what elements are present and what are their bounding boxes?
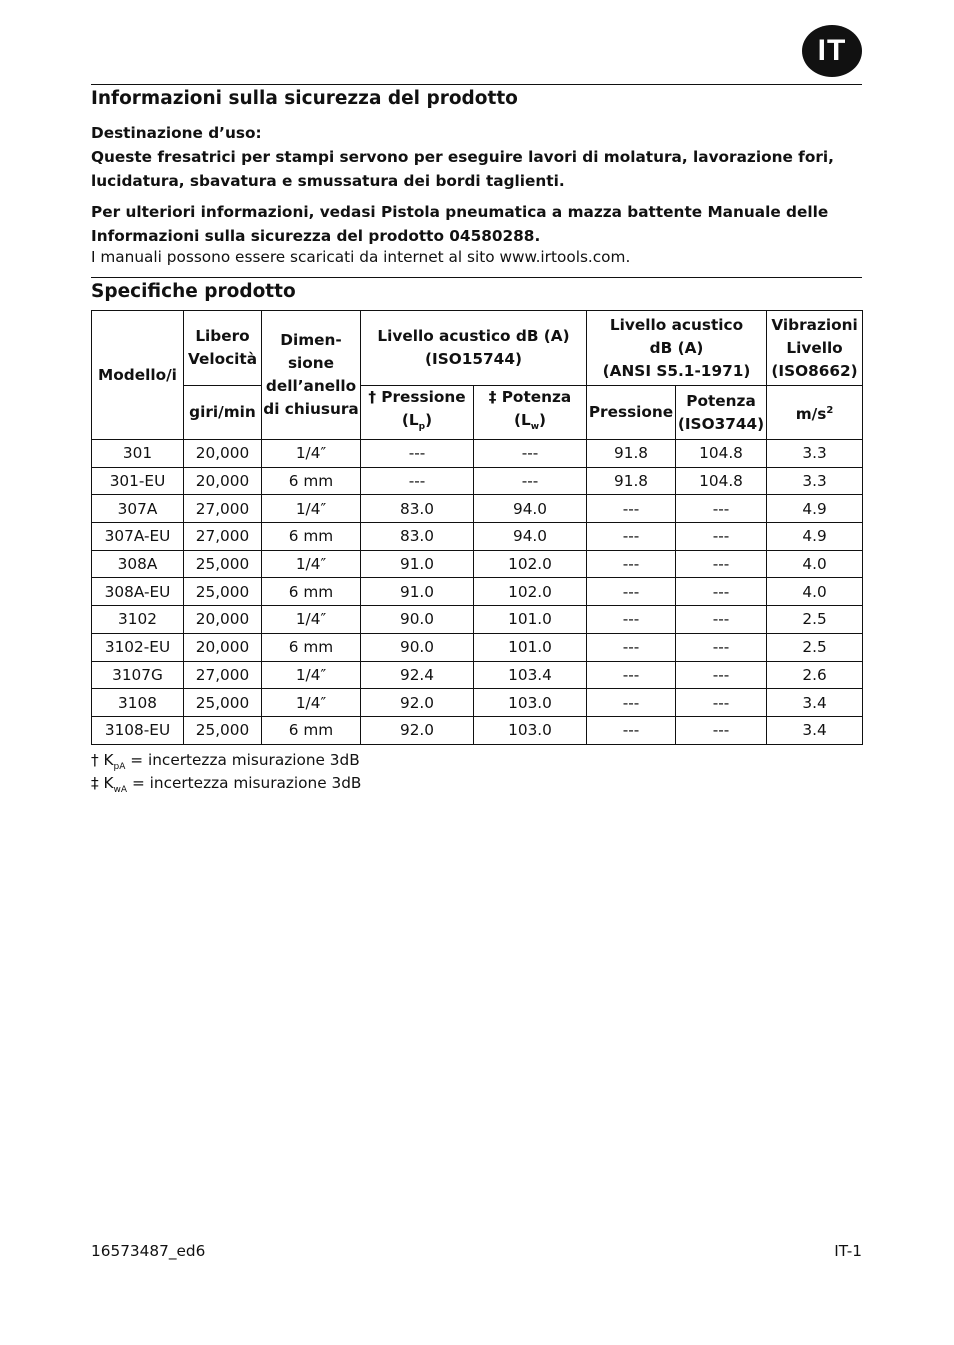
cell-free-speed: 20,000 (184, 467, 262, 495)
document-number: 16573487_ed6 (91, 1242, 206, 1260)
cell-ansi-power: --- (676, 633, 767, 661)
cell-collet-size: 1/4″ (262, 440, 361, 468)
header-sound-iso-line2: (ISO15744) (425, 350, 522, 368)
header-ansi-power-line2: (ISO3744) (677, 414, 765, 433)
cell-model: 3102-EU (92, 633, 184, 661)
specifications-table (91, 310, 863, 745)
cell-iso-pressure: 90.0 (361, 606, 474, 634)
header-free-speed (184, 311, 262, 386)
lw-close-paren: ) (539, 411, 547, 429)
cell-vibration: 2.6 (767, 661, 863, 689)
cell-iso-power: --- (474, 467, 587, 495)
section-divider (91, 277, 862, 278)
cell-free-speed: 25,000 (184, 689, 262, 717)
cell-vibration: 2.5 (767, 606, 863, 634)
cell-iso-pressure: 92.4 (361, 661, 474, 689)
cell-collet-size: 1/4″ (262, 661, 361, 689)
footnote-pressure (91, 751, 360, 772)
safety-section-title: Informazioni sulla sicurezza del prodotto (91, 88, 518, 109)
cell-free-speed: 20,000 (184, 633, 262, 661)
cell-ansi-pressure: --- (587, 716, 676, 744)
cell-ansi-pressure: --- (587, 689, 676, 717)
cell-iso-pressure: 91.0 (361, 550, 474, 578)
cell-collet-size: 6 mm (262, 716, 361, 744)
cell-collet-size: 1/4″ (262, 689, 361, 717)
header-ansi-power (676, 386, 767, 440)
cell-iso-power: 102.0 (474, 550, 587, 578)
cell-vibration: 4.0 (767, 550, 863, 578)
cell-free-speed: 20,000 (184, 606, 262, 634)
table-row (92, 606, 863, 634)
cell-iso-power: 103.4 (474, 661, 587, 689)
more-info-text: Per ulteriori informazioni, vedasi Pistola pneumatica a mazza battente Manuale delle Informazioni sulla sicurezza del prodotto 04580288. (91, 203, 829, 245)
header-model: Modello/i (92, 311, 184, 440)
cell-free-speed: 25,000 (184, 578, 262, 606)
cell-model: 3107G (92, 661, 184, 689)
cell-ansi-power: --- (676, 661, 767, 689)
lp-symbol: (L (401, 411, 419, 429)
cell-ansi-power: --- (676, 606, 767, 634)
language-badge: IT (802, 25, 862, 77)
cell-ansi-power: --- (676, 550, 767, 578)
cell-collet-size: 1/4″ (262, 606, 361, 634)
header-vibration-unit (767, 386, 863, 440)
cell-ansi-power: --- (676, 523, 767, 551)
cell-free-speed: 25,000 (184, 716, 262, 744)
cell-iso-power: 101.0 (474, 606, 587, 634)
page-number: IT-1 (834, 1242, 862, 1260)
footnote-pressure-prefix: † K (91, 751, 114, 769)
intended-use-label: Destinazione d’uso: (91, 124, 262, 142)
header-vibration-line2: Livello (786, 338, 843, 357)
header-ansi-power-line1: Potenza (686, 391, 756, 410)
header-iso-pressure-symbol (361, 409, 473, 439)
lp-subscript: p (418, 422, 426, 432)
header-iso-pressure (361, 386, 474, 440)
cell-vibration: 3.4 (767, 716, 863, 744)
table-row (92, 716, 863, 744)
cell-iso-pressure: 91.0 (361, 578, 474, 606)
header-iso-power-label: ‡ Potenza (488, 388, 572, 406)
cell-free-speed: 27,000 (184, 661, 262, 689)
cell-iso-pressure: 92.0 (361, 716, 474, 744)
cell-iso-power: 103.0 (474, 716, 587, 744)
footnote-pressure-text: = incertezza misurazione 3dB (125, 751, 360, 769)
header-free-speed-line2: Velocità (187, 350, 258, 368)
table-row (92, 523, 863, 551)
footnote-power-prefix: ‡ K (91, 774, 114, 792)
table-row (92, 467, 863, 495)
header-sound-iso15744 (361, 311, 587, 386)
footnote-power (91, 774, 361, 795)
header-sound-ansi-line3: (ANSI S5.1-1971) (602, 361, 751, 380)
cell-ansi-pressure: 91.8 (587, 440, 676, 468)
cell-iso-pressure: --- (361, 440, 474, 468)
cell-iso-power: 94.0 (474, 523, 587, 551)
header-collet-line3: dell’anello (265, 377, 357, 395)
cell-ansi-power: --- (676, 689, 767, 717)
cell-iso-power: 101.0 (474, 633, 587, 661)
header-vibration-line3: (ISO8662) (771, 361, 858, 380)
specs-section-title: Specifiche prodotto (91, 281, 296, 302)
cell-model: 308A-EU (92, 578, 184, 606)
cell-ansi-power: --- (676, 495, 767, 523)
cell-ansi-pressure: --- (587, 606, 676, 634)
download-text: I manuali possono essere scaricati da internet al sito www.irtools.com. (91, 248, 631, 266)
footnote-pressure-sub: pA (113, 762, 126, 772)
cell-model: 307A (92, 495, 184, 523)
cell-ansi-pressure: --- (587, 633, 676, 661)
intended-use-text: Queste fresatrici per stampi servono per eseguire lavori di molatura, lavorazione fori, lucidatura, sbavatura e smussatura dei bordi taglienti. (91, 148, 834, 190)
cell-iso-pressure: --- (361, 467, 474, 495)
cell-collet-size: 1/4″ (262, 550, 361, 578)
cell-model: 308A (92, 550, 184, 578)
cell-ansi-pressure: --- (587, 495, 676, 523)
cell-collet-size: 6 mm (262, 523, 361, 551)
lp-close-paren: ) (425, 411, 433, 429)
cell-iso-power: --- (474, 440, 587, 468)
cell-iso-pressure: 83.0 (361, 523, 474, 551)
top-divider (91, 84, 862, 85)
header-sound-iso-line1: Livello acustico dB (A) (377, 327, 570, 345)
header-sound-ansi-line2: dB (A) (649, 338, 704, 357)
cell-model: 3108-EU (92, 716, 184, 744)
cell-iso-pressure: 92.0 (361, 689, 474, 717)
table-row (92, 661, 863, 689)
cell-vibration: 3.3 (767, 440, 863, 468)
header-collet-size (262, 311, 361, 440)
header-free-speed-line1: Libero (195, 327, 250, 345)
header-vibration (767, 311, 863, 386)
lw-subscript: w (530, 422, 540, 432)
table-row (92, 440, 863, 468)
header-sound-ansi-line1: Livello acustico (609, 315, 744, 334)
header-iso-power (474, 386, 587, 440)
cell-ansi-pressure: --- (587, 550, 676, 578)
header-speed-unit: giri/min (184, 386, 262, 440)
cell-ansi-power: --- (676, 716, 767, 744)
cell-free-speed: 27,000 (184, 523, 262, 551)
cell-free-speed: 27,000 (184, 495, 262, 523)
cell-vibration: 4.9 (767, 523, 863, 551)
cell-ansi-power: --- (676, 578, 767, 606)
cell-collet-size: 6 mm (262, 633, 361, 661)
cell-vibration: 3.3 (767, 467, 863, 495)
table-row (92, 495, 863, 523)
cell-model: 3102 (92, 606, 184, 634)
cell-collet-size: 1/4″ (262, 495, 361, 523)
header-iso-power-symbol (474, 409, 586, 439)
cell-vibration: 4.9 (767, 495, 863, 523)
footnote-power-sub: wA (113, 785, 128, 795)
header-iso-pressure-label: † Pressione (368, 388, 466, 406)
cell-ansi-pressure: --- (587, 523, 676, 551)
cell-iso-power: 94.0 (474, 495, 587, 523)
cell-ansi-power: 104.8 (676, 467, 767, 495)
cell-ansi-pressure: 91.8 (587, 467, 676, 495)
header-collet-line1: Dimen- (280, 331, 342, 349)
cell-iso-power: 103.0 (474, 689, 587, 717)
cell-vibration: 2.5 (767, 633, 863, 661)
header-vibration-line1: Vibrazioni (771, 315, 858, 334)
vibration-unit-superscript: 2 (826, 405, 834, 416)
specifications-table-body (92, 440, 863, 745)
cell-ansi-power: 104.8 (676, 440, 767, 468)
cell-iso-pressure: 90.0 (361, 633, 474, 661)
table-row (92, 633, 863, 661)
header-collet-line2: sione (287, 354, 335, 372)
table-row (92, 689, 863, 717)
cell-vibration: 3.4 (767, 689, 863, 717)
cell-ansi-pressure: --- (587, 661, 676, 689)
table-row (92, 578, 863, 606)
cell-iso-power: 102.0 (474, 578, 587, 606)
cell-free-speed: 25,000 (184, 550, 262, 578)
vibration-unit-text: m/s (795, 405, 827, 423)
table-row (92, 550, 863, 578)
cell-free-speed: 20,000 (184, 440, 262, 468)
header-collet-line4: di chiusura (263, 400, 359, 418)
cell-ansi-pressure: --- (587, 578, 676, 606)
cell-model: 3108 (92, 689, 184, 717)
cell-collet-size: 6 mm (262, 467, 361, 495)
cell-collet-size: 6 mm (262, 578, 361, 606)
cell-vibration: 4.0 (767, 578, 863, 606)
header-sound-ansi (587, 311, 767, 386)
cell-model: 307A-EU (92, 523, 184, 551)
lw-symbol: (L (513, 411, 531, 429)
cell-model: 301-EU (92, 467, 184, 495)
footnote-power-text: = incertezza misurazione 3dB (127, 774, 362, 792)
header-ansi-pressure: Pressione (587, 386, 676, 440)
cell-iso-pressure: 83.0 (361, 495, 474, 523)
cell-model: 301 (92, 440, 184, 468)
